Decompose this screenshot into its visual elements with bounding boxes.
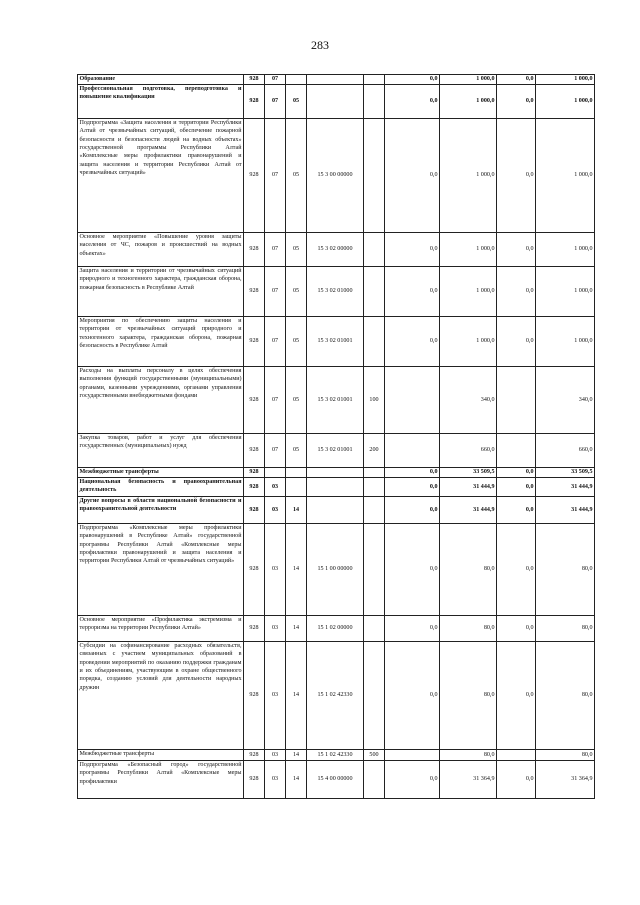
grbs-code-cell: 928 [244,85,265,119]
subsection-code-cell: 05 [286,367,307,434]
expense-type-cell [364,468,385,478]
target-article-cell: 15 3 02 01001 [307,367,364,434]
table-row [78,434,595,468]
page-number: 283 [311,38,329,52]
expense-type-cell [364,75,385,85]
expense-type-cell [364,761,385,799]
amount-4-cell: 31 444,9 [536,478,595,497]
subsection-code-cell: 14 [286,642,307,750]
amount-1-cell: 0,0 [385,85,440,119]
expense-type-cell [364,478,385,497]
row-name-cell: Образование [78,75,244,85]
row-name-cell: Основное мероприятие «Повышение уровня защиты населения от ЧС, пожаров и происшествий на водных объектах» [78,233,244,267]
section-code-cell: 03 [265,497,286,524]
amount-4-cell: 1 000,0 [536,233,595,267]
section-code-cell: 07 [265,367,286,434]
amount-4-cell: 1 000,0 [536,267,595,317]
amount-4-cell: 1 000,0 [536,317,595,367]
row-name-cell: Закупка товаров, работ и услуг для обеспечения государственных (муниципальных) нужд [78,434,244,468]
row-name-cell: Субсидии на софинансирование расходных обязательств, связанных с участием муниципальных образований в проведении мероприятий по оказанию поддержки гражданам и их объединениям, участвующим в охране общественного порядка, созданию условий для деятельности народных дружин [78,642,244,750]
table-row [78,367,595,434]
section-code-cell: 07 [265,75,286,85]
target-article-cell [307,497,364,524]
amount-3-cell [497,750,536,761]
amount-2-cell: 1 000,0 [440,317,497,367]
section-code-cell: 03 [265,616,286,642]
grbs-code-cell: 928 [244,434,265,468]
subsection-code-cell: 05 [286,233,307,267]
target-article-cell: 15 1 02 00000 [307,616,364,642]
expense-type-cell [364,524,385,616]
row-name-cell: Национальная безопасность и правоохранительная деятельность [78,478,244,497]
amount-4-cell: 33 509,5 [536,468,595,478]
target-article-cell [307,478,364,497]
row-name-cell: Мероприятия по обеспечению защиты населения и территории от чрезвычайных ситуаций природного и техногенного характера, гражданская оборона, пожарная безопасность в Республике Алтай [78,317,244,367]
amount-3-cell: 0,0 [497,478,536,497]
amount-2-cell: 80,0 [440,750,497,761]
subsection-code-cell: 05 [286,119,307,233]
table-row [78,524,595,616]
target-article-cell: 15 1 00 00000 [307,524,364,616]
amount-4-cell: 80,0 [536,750,595,761]
row-name-cell: Профессиональная подготовка, переподготовка и повышение квалификации [78,85,244,119]
grbs-code-cell: 928 [244,119,265,233]
section-code-cell: 03 [265,478,286,497]
target-article-cell: 15 3 02 00000 [307,233,364,267]
grbs-code-cell: 928 [244,75,265,85]
amount-4-cell: 1 000,0 [536,85,595,119]
section-code-cell: 03 [265,642,286,750]
amount-2-cell: 340,0 [440,367,497,434]
grbs-code-cell: 928 [244,367,265,434]
amount-2-cell: 80,0 [440,616,497,642]
subsection-code-cell [286,478,307,497]
amount-2-cell: 80,0 [440,524,497,616]
target-article-cell: 15 3 02 01001 [307,317,364,367]
target-article-cell: 15 4 00 00000 [307,761,364,799]
table-row [78,75,595,85]
amount-2-cell: 1 000,0 [440,75,497,85]
table-row [78,478,595,497]
expense-type-cell: 500 [364,750,385,761]
expense-type-cell: 100 [364,367,385,434]
amount-1-cell [385,434,440,468]
amount-4-cell: 80,0 [536,642,595,750]
grbs-code-cell: 928 [244,478,265,497]
grbs-code-cell: 928 [244,524,265,616]
amount-1-cell [385,367,440,434]
row-name-cell: Расходы на выплаты персоналу в целях обеспечения выполнения функций государственными (муниципальными) органами, казенными учреждениями, органами управления государственными внебюджетными фондами [78,367,244,434]
subsection-code-cell: 14 [286,524,307,616]
table-row [78,761,595,799]
amount-3-cell: 0,0 [497,233,536,267]
subsection-code-cell: 14 [286,616,307,642]
amount-1-cell: 0,0 [385,119,440,233]
amount-2-cell: 80,0 [440,642,497,750]
grbs-code-cell: 928 [244,642,265,750]
amount-1-cell: 0,0 [385,267,440,317]
row-name-cell: Подпрограмма «Защита населения и территории Республики Алтай от чрезвычайных ситуаций, обеспечение пожарной безопасности и безопасности людей на водных объектах» государственной программы Республики Алтай «Комплексные меры профилактики правонарушений и защита населения и территории Республики Алтай от чрезвычайных ситуаций» [78,119,244,233]
subsection-code-cell: 05 [286,267,307,317]
amount-1-cell: 0,0 [385,468,440,478]
amount-4-cell: 31 444,9 [536,497,595,524]
expense-type-cell [364,267,385,317]
grbs-code-cell: 928 [244,750,265,761]
subsection-code-cell: 05 [286,317,307,367]
row-name-cell: Защита населения и территории от чрезвычайных ситуаций природного и техногенного характера, гражданская оборона, пожарная безопасность в Республике Алтай [78,267,244,317]
grbs-code-cell: 928 [244,616,265,642]
row-name-cell: Подпрограмма «Комплексные меры профилактики правонарушений в Республике Алтай» государственной программы Республики Алтай «Комплексные меры профилактики правонарушений и защита населения и территории Республики Алтай от чрезвычайных ситуаций» [78,524,244,616]
section-code-cell: 03 [265,750,286,761]
amount-1-cell: 0,0 [385,478,440,497]
table-row [78,317,595,367]
subsection-code-cell: 14 [286,750,307,761]
expense-type-cell: 200 [364,434,385,468]
amount-2-cell: 31 444,9 [440,478,497,497]
target-article-cell [307,468,364,478]
amount-3-cell: 0,0 [497,616,536,642]
grbs-code-cell: 928 [244,233,265,267]
amount-3-cell: 0,0 [497,468,536,478]
amount-4-cell: 660,0 [536,434,595,468]
table-row [78,750,595,761]
row-name-cell: Подпрограмма «Безопасный город» государственной программы Республики Алтай «Комплексные меры профилактики [78,761,244,799]
subsection-code-cell [286,468,307,478]
table-row [78,616,595,642]
section-code-cell: 07 [265,317,286,367]
amount-3-cell: 0,0 [497,317,536,367]
row-name-cell: Межбюджетные трансферты [78,750,244,761]
amount-1-cell: 0,0 [385,761,440,799]
section-code-cell: 07 [265,434,286,468]
subsection-code-cell: 05 [286,85,307,119]
expense-type-cell [364,85,385,119]
grbs-code-cell: 928 [244,761,265,799]
amount-3-cell: 0,0 [497,119,536,233]
table-body [78,75,595,799]
subsection-code-cell [286,75,307,85]
row-name-cell: Другие вопросы в области национальной безопасности и правоохранительной деятельности [78,497,244,524]
amount-3-cell [497,434,536,468]
amount-4-cell: 340,0 [536,367,595,434]
expense-type-cell [364,233,385,267]
expense-type-cell [364,119,385,233]
table-row [78,642,595,750]
target-article-cell: 15 3 00 00000 [307,119,364,233]
amount-2-cell: 31 364,9 [440,761,497,799]
amount-3-cell: 0,0 [497,267,536,317]
target-article-cell: 15 3 02 01000 [307,267,364,317]
amount-4-cell: 1 000,0 [536,119,595,233]
grbs-code-cell: 928 [244,267,265,317]
amount-1-cell: 0,0 [385,497,440,524]
amount-3-cell: 0,0 [497,75,536,85]
amount-4-cell: 31 364,9 [536,761,595,799]
amount-2-cell: 33 509,5 [440,468,497,478]
row-name-cell: Основное мероприятие «Профилактика экстремизма и терроризма на территории Республики Алтай» [78,616,244,642]
expense-type-cell [364,642,385,750]
target-article-cell [307,85,364,119]
amount-3-cell: 0,0 [497,761,536,799]
budget-table [77,74,595,799]
table-row [78,85,595,119]
subsection-code-cell: 14 [286,761,307,799]
amount-1-cell: 0,0 [385,642,440,750]
table-row [78,233,595,267]
section-code-cell: 07 [265,119,286,233]
amount-3-cell: 0,0 [497,497,536,524]
amount-1-cell: 0,0 [385,233,440,267]
amount-1-cell [385,750,440,761]
amount-4-cell: 1 000,0 [536,75,595,85]
amount-2-cell: 1 000,0 [440,233,497,267]
amount-1-cell: 0,0 [385,75,440,85]
grbs-code-cell: 928 [244,317,265,367]
section-code-cell [265,468,286,478]
amount-1-cell: 0,0 [385,616,440,642]
expense-type-cell [364,497,385,524]
subsection-code-cell: 14 [286,497,307,524]
amount-1-cell: 0,0 [385,317,440,367]
amount-2-cell: 1 000,0 [440,85,497,119]
section-code-cell: 07 [265,267,286,317]
amount-2-cell: 1 000,0 [440,267,497,317]
amount-3-cell [497,367,536,434]
table-row [78,119,595,233]
grbs-code-cell: 928 [244,468,265,478]
amount-3-cell: 0,0 [497,85,536,119]
target-article-cell: 15 1 02 42330 [307,750,364,761]
target-article-cell: 15 3 02 01001 [307,434,364,468]
table-row [78,497,595,524]
amount-4-cell: 80,0 [536,616,595,642]
row-name-cell: Межбюджетные трансферты [78,468,244,478]
section-code-cell: 07 [265,233,286,267]
amount-3-cell: 0,0 [497,642,536,750]
expense-type-cell [364,616,385,642]
subsection-code-cell: 05 [286,434,307,468]
amount-2-cell: 1 000,0 [440,119,497,233]
section-code-cell: 07 [265,85,286,119]
table-row [78,267,595,317]
target-article-cell: 15 1 02 42330 [307,642,364,750]
section-code-cell: 03 [265,524,286,616]
grbs-code-cell: 928 [244,497,265,524]
amount-2-cell: 31 444,9 [440,497,497,524]
amount-1-cell: 0,0 [385,524,440,616]
expense-type-cell [364,317,385,367]
amount-4-cell: 80,0 [536,524,595,616]
amount-2-cell: 660,0 [440,434,497,468]
target-article-cell [307,75,364,85]
section-code-cell: 03 [265,761,286,799]
table-row [78,468,595,478]
amount-3-cell: 0,0 [497,524,536,616]
